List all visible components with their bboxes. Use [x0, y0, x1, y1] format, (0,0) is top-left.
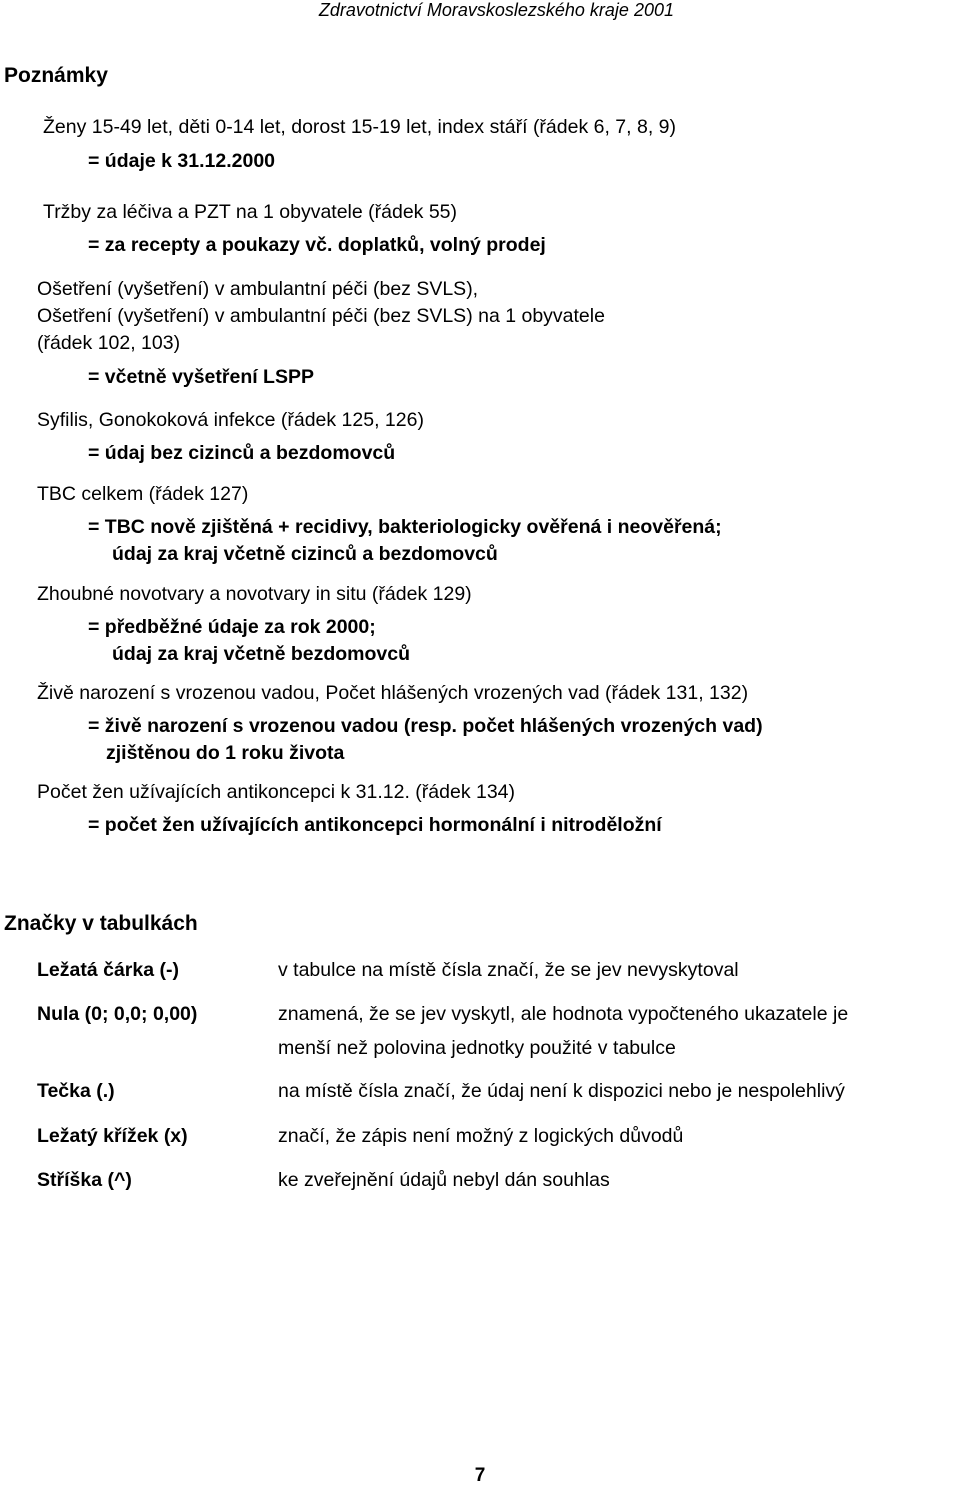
symbol-term: Ležatý křížek (x) [37, 1125, 188, 1147]
note-line: Ženy 15-49 let, děti 0-14 let, dorost 15-19 let, index stáří (řádek 6, 7, 8, 9) [43, 116, 677, 138]
running-header: Zdravotnictví Moravskoslezského kraje 2001 [318, 0, 674, 20]
page-number: 7 [474, 1465, 486, 1486]
symbol-desc: v tabulce na místě čísla značí, že se jev nevyskytoval [278, 959, 739, 981]
note-line: Tržby za léčiva a PZT na 1 obyvatele (řádek 55) [43, 201, 458, 223]
note-line: Živě narození s vrozenou vadou, Počet hlášených vrozených vad (řádek 131, 132) [37, 682, 749, 704]
note-line: údaj za kraj včetně cizinců a bezdomovců [112, 543, 498, 565]
note-line: Zhoubné novotvary a novotvary in situ (řádek 129) [37, 583, 472, 605]
notes-title: Poznámky [4, 64, 108, 87]
note-line: = včetně vyšetření LSPP [88, 366, 314, 388]
note-line: = předběžné údaje za rok 2000; [88, 616, 376, 638]
note-line: = za recepty a poukazy vč. doplatků, volný prodej [88, 234, 546, 256]
symbol-desc: značí, že zápis není možný z logických důvodů [278, 1125, 684, 1147]
note-line: zjištěnou do 1 roku života [106, 742, 345, 764]
symbols-title: Značky v tabulkách [4, 912, 198, 935]
note-line: = TBC nově zjištěná + recidivy, bakteriologicky ověřená i neověřená; [88, 516, 722, 538]
symbol-term: Stříška (^) [37, 1169, 132, 1191]
note-line: Syfilis, Gonokoková infekce (řádek 125, 126) [37, 409, 424, 431]
note-line: = údaje k 31.12.2000 [88, 150, 276, 172]
note-line: (řádek 102, 103) [37, 332, 181, 354]
symbol-desc: ke zveřejnění údajů nebyl dán souhlas [278, 1169, 610, 1191]
symbol-term: Nula (0; 0,0; 0,00) [37, 1003, 198, 1025]
symbol-desc: znamená, že se jev vyskytl, ale hodnota vypočteného ukazatele je [278, 1003, 849, 1025]
note-line: = živě narození s vrozenou vadou (resp. počet hlášených vrozených vad) [88, 715, 763, 737]
symbol-desc-cont: menší než polovina jednotky použité v tabulce [278, 1037, 676, 1059]
symbol-term: Ležatá čárka (-) [37, 959, 179, 981]
note-line: Ošetření (vyšetření) v ambulantní péči (bez SVLS) na 1 obyvatele [37, 305, 605, 327]
note-line: Ošetření (vyšetření) v ambulantní péči (bez SVLS), [37, 278, 479, 300]
note-line: Počet žen užívajících antikoncepci k 31.12. (řádek 134) [37, 781, 516, 803]
note-line: = údaj bez cizinců a bezdomovců [88, 442, 396, 464]
note-line: údaj za kraj včetně bezdomovců [112, 643, 411, 665]
symbol-term: Tečka (.) [37, 1080, 115, 1102]
note-line: TBC celkem (řádek 127) [37, 483, 249, 505]
symbol-desc: na místě čísla značí, že údaj není k dispozici nebo je nespolehlivý [278, 1080, 845, 1102]
note-line: = počet žen užívajících antikoncepci hormonální i nitroděložní [88, 814, 662, 836]
